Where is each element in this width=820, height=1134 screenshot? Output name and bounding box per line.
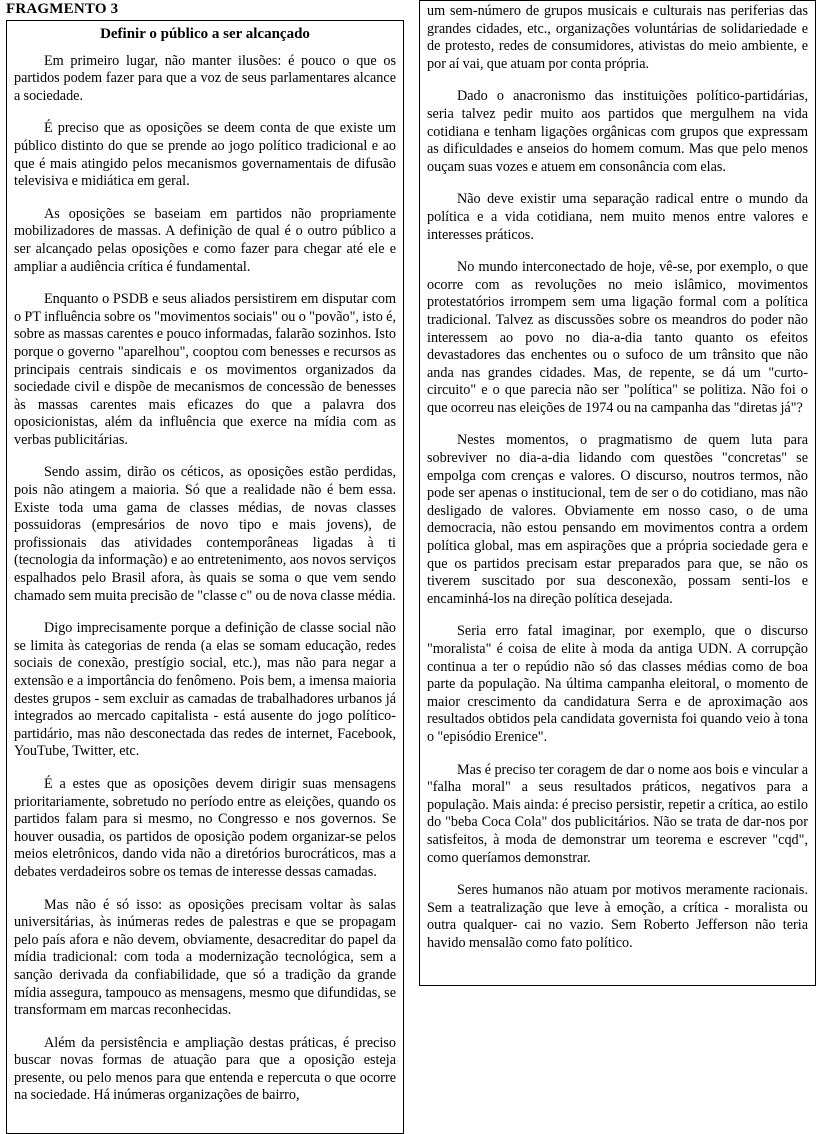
paragraph: Dado o anacronismo das instituições político-partidárias, seria talvez pedir muito aos partidos que mergulhem na vida cotidiana e tenham ligações orgânicas com grupos que expressam as dificuldades e anseios do homem comum. Mas que pelo menos ouçam suas vozes e atuem em consonância com elas. [427,88,808,175]
paragraph: Mas é preciso ter coragem de dar o nome aos bois e vincular a "falha moral" a seus resultados práticos, negativos para a população. Mais ainda: é preciso persistir, repetir a crítica, ao estilo do "beba Coca Cola" dos publicitários. Não se trata de dar-nos por satisfeitos, à moda de demonstrar um teorema e escrever "cqd", como queríamos demonstrar. [427,761,808,866]
article-title: Definir o público a ser alcançado [100,26,310,42]
paragraph: Enquanto o PSDB e seus aliados persistirem em disputar com o PT influência sobre os "movimentos sociais" ou o "povão", isto é, sobre as massas carentes e pouco informadas, falarão sozinhos. Isto porque o governo "aparelhou", cooptou com benesses e recursos as principais centrais sindicais e os movimentos organizados da sociedade civil e dispõe de mecanismos de concessão de benesses às massas carentes mais eficazes do que a palavra dos oposicionistas, além da influência que exerce na mídia com as verbas publicitárias. [14,291,396,448]
paragraph: Mas não é só isso: as oposições precisam voltar às salas universitárias, às inúmeras redes de palestras e que se propagam pelo país afora e não devem, obviamente, desacreditar do papel da mídia tradicional: com toda a modernização tecnológica, sem a sanção derivada da confiabilidade, que só a tradição da grande mídia assegura, tampouco as mensagens, mesmo que difundidas, se transformam em marcas reconhecidas. [14,896,396,1019]
paragraph: É preciso que as oposições se deem conta de que existe um público distinto do que se prende ao jogo político tradicional e ao que é mais atingido pelos mecanismos governamentais de difusão televisiva e midiática em geral. [14,120,396,190]
paragraph: É a estes que as oposições devem dirigir suas mensagens prioritariamente, sobretudo no período entre as eleições, quando os partidos falam para si mesmo, no Congresso e nos governos. Se houver ousadia, os partidos de oposição podem organizar-se pelos meios eletrônicos, dando vida não a diretórios burocráticos, mas a debates verdadeiros sobre os temas de interesse dessas camadas. [14,775,396,880]
left-column [6,20,404,1134]
fragment-label: FRAGMENTO 3 [6,1,119,17]
paragraph-continuation: um sem-número de grupos musicais e culturais nas periferias das grandes cidades, etc., organizações voluntárias de solidariedade e de protesto, redes de consumidores, ativistas do meio ambiente, e por aí vai, que atuam por conta própria. [427,3,808,72]
right-column [419,0,816,986]
paragraph: Seria erro fatal imaginar, por exemplo, que o discurso "moralista" é coisa de elite à moda da antiga UDN. A corrupção continua a ter o repúdio não só das classes médias como de boa parte da população. Na última campanha eleitoral, o momento de maior crescimento da candidatura Serra e de aproximação aos resultados obtidos pela candidata governista foi quando veio à tona o "episódio Erenice". [427,623,808,745]
paragraph: Não deve existir uma separação radical entre o mundo da política e a vida cotidiana, nem muito menos entre valores e interesses práticos. [427,191,808,243]
paragraph: Em primeiro lugar, não manter ilusões: é pouco o que os partidos podem fazer para que a voz de seus parlamentares alcance a sociedade. [14,52,396,104]
paragraph: No mundo interconectado de hoje, vê-se, por exemplo, o que ocorre com as revoluções no meio islâmico, movimentos protestatórios irrompem sem uma ligação formal com a política tradicional. Talvez as discussões sobre os meandros do poder não interessem ao povo no dia-a-dia tanto quanto os efeitos devastadores das enchentes ou o sufoco de um trânsito que não anda nas grandes cidades. Mas, de repente, se dá um "curto-circuito" e o que parecia não ser "política" se politiza. Não foi o que ocorreu nas eleições de 1974 ou na campanha das "diretas já"? [427,259,808,416]
paragraph: Digo imprecisamente porque a definição de classe social não se limita às categorias de renda (a elas se somam educação, redes sociais de conexão, prestígio social, etc.), mas não para negar a extensão e a importância do fenômeno. Pois bem, a imensa maioria destes grupos - sem excluir as camadas de trabalhadores urbanos já integrados ao mercado capitalista - está ausente do jogo político-partidário, mas não desconectada das redes de internet, Facebook, YouTube, Twitter, etc. [14,620,396,760]
paragraph: As oposições se baseiam em partidos não propriamente mobilizadores de massas. A definição de qual é o outro público a ser alcançado pelas oposições e como fazer para chegar até ele e ampliar a audiência crítica é fundamental. [14,205,396,275]
paragraph: Além da persistência e ampliação destas práticas, é preciso buscar novas formas de atuação para que a oposição esteja presente, ou pelo menos para que entenda e repercuta o que ocorre na sociedade. Há inúmeras organizações de bairro, [14,1034,396,1104]
paragraph: Nestes momentos, o pragmatismo de quem luta para sobreviver no dia-a-dia lidando com questões "concretas" se empolga com crenças e valores. O discurso, noutros termos, não pode ser apenas o institucional, tem de ser o do cotidiano, mas não desligado de valores. Obviamente em nosso caso, o de uma democracia, não estou pensando em movimentos contra a ordem política global, mas em aspirações que a própria sociedade gera e que os partidos precisam estar preparados para que, se não os tiverem suscitado por sua desconexão, possam senti-los e encaminhá-los na direção política desejada. [427,432,808,607]
paragraph: Seres humanos não atuam por motivos meramente racionais. Sem a teatralização que leve à emoção, a crítica - moralista ou outra qualquer- cai no vazio. Sem Roberto Jefferson não teria havido mensalão como fato político. [427,882,808,951]
paragraph: Sendo assim, dirão os céticos, as oposições estão perdidas, pois não atingem a maioria. Só que a realidade não é bem essa. Existe toda uma gama de classes médias, de novas classes possuidoras (empresários de novo tipo e mais jovens), de profissionais das atividades contemporâneas ligadas à ti (tecnologia da informação) e ao entretenimento, aos novos serviços espalhados pelo Brasil afora, às quais se soma o que vem sendo chamado sem muita precisão de "classe c" ou de nova classe média. [14,464,396,604]
